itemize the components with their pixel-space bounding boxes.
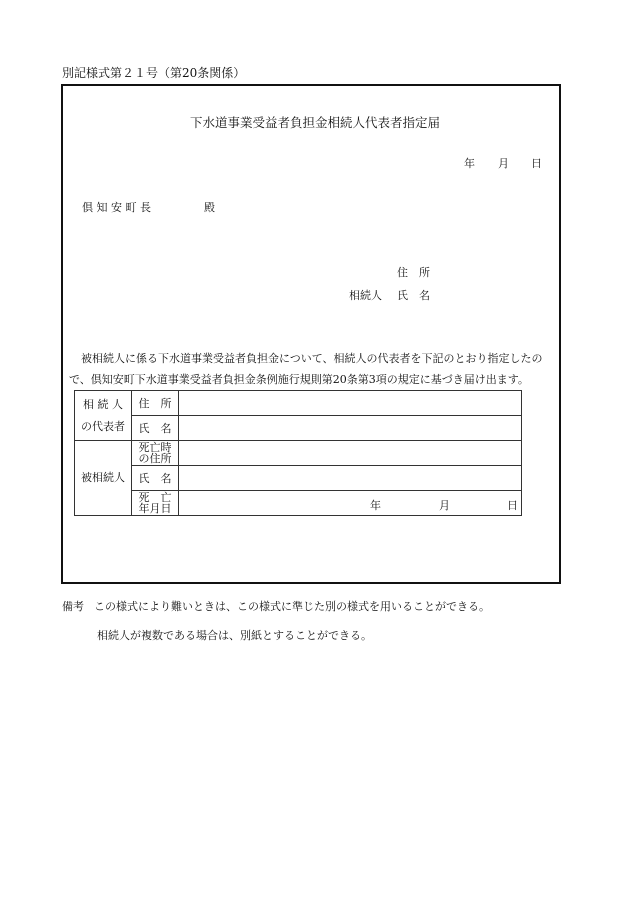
deceased-address-line2: の住所 [138, 452, 172, 465]
table-row [75, 466, 522, 491]
document-title: 下水道事業受益者負担金相続人代表者指定届 [189, 115, 440, 130]
death-date-line2: 年月日 [138, 502, 172, 515]
death-date-month: 月 [439, 499, 450, 512]
date-day: 日 [531, 157, 542, 170]
notification-table [74, 390, 522, 516]
representative-address-label: 住 所 [132, 391, 179, 416]
death-date-label-cell [132, 491, 179, 516]
deceased-group-label: 被相続人 [75, 441, 132, 516]
representative-name-field[interactable] [179, 416, 522, 441]
notification-body-text: 被相続人に係る下水道事業受益者負担金について、相続人の代表者を下記のとおり指定したので、倶知安町下水道事業受益者負担金条例施行規則第20条第3項の規定に基づき届け出ます。 [69, 352, 543, 386]
applicant-address-label: 住 所 [397, 266, 430, 279]
table-row [75, 416, 522, 441]
death-date-line1: 死 亡 [138, 491, 172, 504]
date-month: 月 [498, 157, 509, 170]
representative-address-field[interactable] [179, 391, 522, 416]
death-date-day: 日 [507, 499, 518, 512]
remarks-line1: この様式により難いときは、この様式に準じた別の様式を用いることができる。 [94, 600, 490, 613]
table-row [75, 391, 522, 416]
form-number-label: 別記様式第２１号（第20条関係） [62, 66, 246, 80]
death-date-field[interactable] [179, 491, 522, 516]
remarks-line2: 相続人が複数である場合は、別紙とすることができる。 [97, 629, 372, 642]
deceased-address-field[interactable] [179, 441, 522, 466]
applicant-role-label: 相続人 [349, 289, 382, 302]
applicant-name-label: 氏 名 [397, 289, 430, 302]
representative-group-line1: 相 続 人 [83, 397, 123, 411]
remarks-label: 備考 [62, 600, 84, 613]
representative-name-label: 氏 名 [132, 416, 179, 441]
deceased-name-label: 氏 名 [132, 466, 179, 491]
deceased-name-field[interactable] [179, 466, 522, 491]
table-row [75, 441, 522, 466]
deceased-address-label-cell [132, 441, 179, 466]
date-year: 年 [464, 157, 475, 170]
table-row [75, 491, 522, 516]
addressee-name: 倶 知 安 町 長 [82, 201, 151, 214]
representative-group-cell [75, 391, 132, 441]
remarks-row [62, 598, 490, 614]
death-date-year: 年 [370, 499, 381, 512]
representative-group-line2: の代表者 [81, 419, 125, 433]
deceased-address-line1: 死亡時 [138, 441, 172, 454]
addressee-honorific: 殿 [204, 201, 215, 214]
